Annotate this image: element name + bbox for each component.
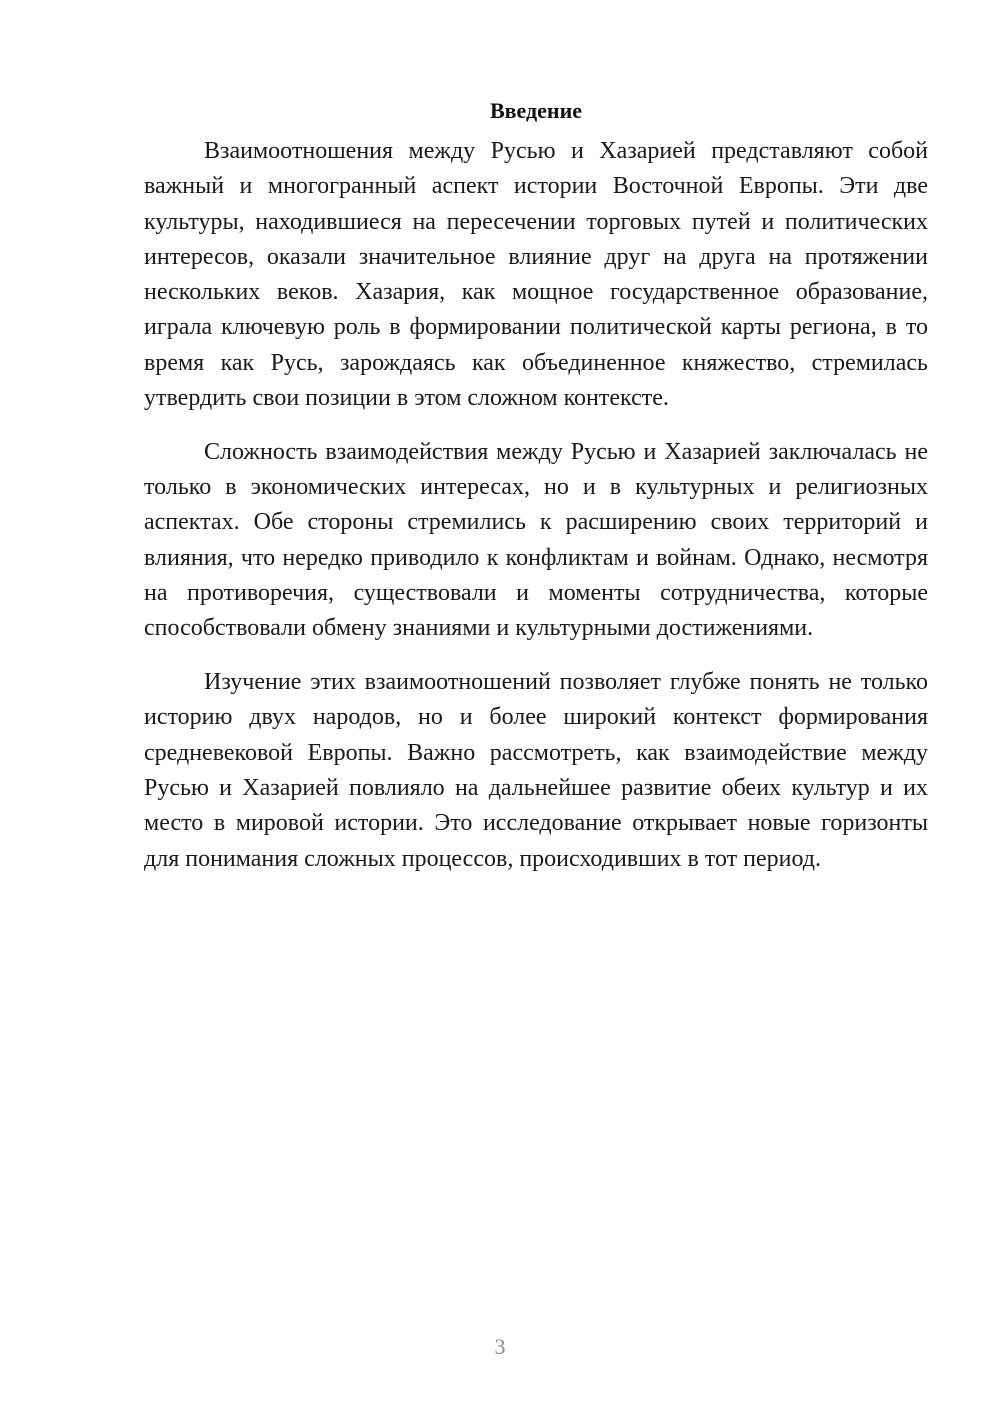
page-number: 3 <box>494 1334 506 1359</box>
paragraph-2: Сложность взаимодействия между Русью и Хазарией заключалась не только в экономических интересах, но и в культурных и религиозных аспектах. Обе стороны стремились к расширению своих территорий и влияния, что нередко приводило к конфликтам и войнам. Однако, несмотря на противоречия, существовали и моменты сотрудничества, которые способствовали обмену знаниями и культурными достижениями. <box>144 438 928 642</box>
paragraph-1: Взаимоотношения между Русью и Хазарией представляют собой важный и многогранный аспект истории Восточной Европы. Эти две культуры, находившиеся на пересечении торговых путей и политических интересов, оказали значительное влияние друг на друга на протяжении нескольких веков. Хазария, как мощное государственное образование, играла ключевую роль в формировании политической карты региона, в то время как Русь, зарождаясь как объединенное княжество, стремилась утвердить свои позиции в этом сложном контексте. <box>144 138 928 412</box>
page-content <box>144 96 928 895</box>
section-title: Введение <box>489 98 583 123</box>
paragraph-3: Изучение этих взаимоотношений позволяет глубже понять не только историю двух народов, но и более широкий контекст формирования средневековой Европы. Важно рассмотреть, как взаимодействие между Русью и Хазарией повлияло на дальнейшее развитие обеих культур и их место в мировой истории. Это исследование открывает новые горизонты для понимания сложных процессов, происходивших в тот период. <box>144 669 928 872</box>
